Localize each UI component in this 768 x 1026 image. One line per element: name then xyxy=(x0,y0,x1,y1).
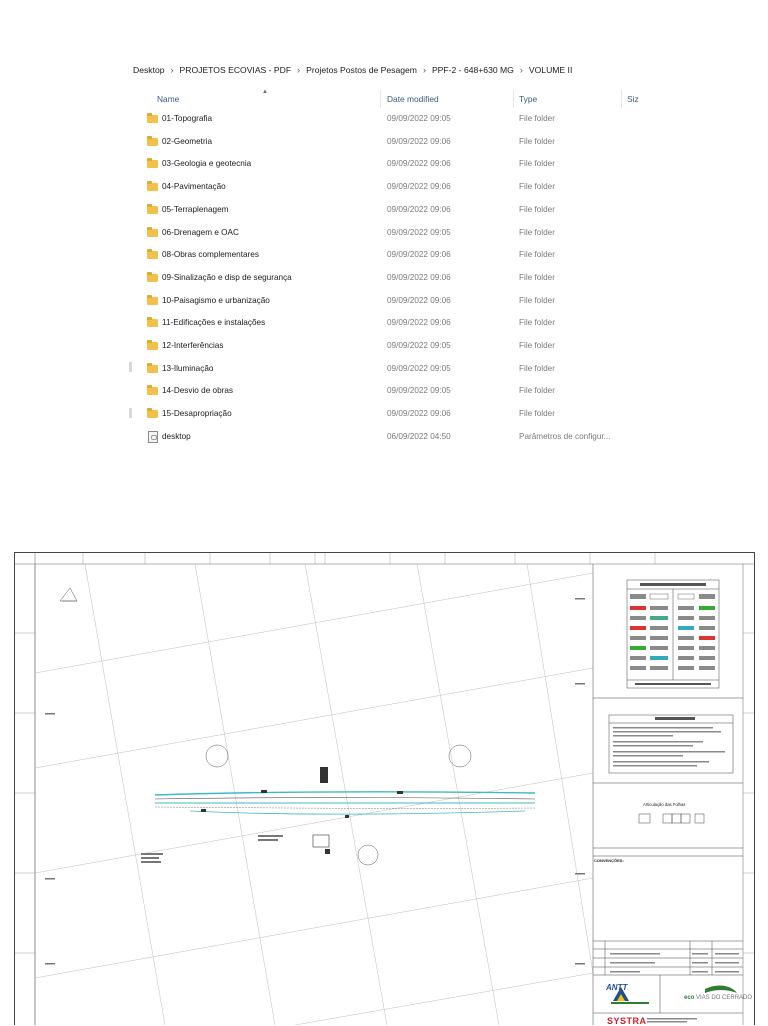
ecovias-logo xyxy=(684,995,752,1001)
folder-icon xyxy=(147,274,158,282)
file-list-item[interactable] xyxy=(130,201,640,219)
date-modified: 09/09/2022 09:06 xyxy=(387,409,451,419)
file-list-item[interactable] xyxy=(130,133,640,151)
file-type: File folder xyxy=(519,182,555,192)
file-type: Parâmetros de configur... xyxy=(519,431,611,441)
date-modified: 09/09/2022 09:05 xyxy=(387,386,451,396)
date-modified: 09/09/2022 09:05 xyxy=(387,363,451,373)
column-header-name[interactable]: Name xyxy=(157,94,180,104)
folder-icon xyxy=(147,319,158,327)
file-list-item[interactable] xyxy=(130,110,640,128)
folder-icon xyxy=(147,342,158,350)
file-type: File folder xyxy=(519,159,555,169)
file-name: 08-Obras complementares xyxy=(162,250,259,260)
file-list-item[interactable] xyxy=(130,269,640,287)
file-list-item[interactable] xyxy=(130,314,640,332)
column-divider[interactable] xyxy=(513,90,514,108)
conventions-label: CONVENÇÕES: xyxy=(594,858,624,863)
sort-ascending-icon: ▲ xyxy=(262,89,268,95)
date-modified: 09/09/2022 09:06 xyxy=(387,250,451,260)
file-type: File folder xyxy=(519,227,555,237)
breadcrumb-item-projetos-ecovias[interactable]: PROJETOS ECOVIAS - PDF xyxy=(179,65,292,75)
column-header-type[interactable]: Type xyxy=(519,94,538,104)
file-list-item[interactable] xyxy=(130,155,640,173)
folder-icon xyxy=(147,251,158,259)
file-name: 05-Terraplenagem xyxy=(162,204,229,214)
breadcrumb-item-volume-ii[interactable]: VOLUME II xyxy=(528,65,573,75)
chevron-right-icon: › xyxy=(170,65,174,75)
file-name: 02-Geometria xyxy=(162,136,213,146)
file-type: File folder xyxy=(519,114,555,123)
folder-icon xyxy=(147,365,158,373)
file-type: File folder xyxy=(519,409,555,419)
date-modified: 09/09/2022 09:05 xyxy=(387,114,451,123)
file-name: 12-Interferências xyxy=(162,341,224,350)
file-list-item[interactable] xyxy=(130,360,640,378)
ecovias-logo-mark: eco xyxy=(684,995,695,1001)
file-list-item[interactable] xyxy=(130,405,640,423)
file-type: File folder xyxy=(519,386,555,396)
file-list-item[interactable] xyxy=(130,337,640,355)
column-divider[interactable] xyxy=(621,90,622,108)
breadcrumb-item-ppf2[interactable]: PPF-2 - 648+630 MG xyxy=(431,65,514,75)
file-name: 14-Desvio de obras xyxy=(162,386,233,396)
ecovias-logo-text: VIAS DO CERRADO xyxy=(696,995,753,1001)
folder-icon xyxy=(147,410,158,418)
settings-file-icon xyxy=(148,431,158,443)
file-list-item[interactable] xyxy=(130,246,640,264)
folder-icon xyxy=(147,160,158,168)
file-name: 15-Desapropriação xyxy=(162,409,232,419)
chevron-right-icon: › xyxy=(297,65,301,75)
engineering-drawing-sheet xyxy=(14,552,755,1025)
breadcrumb xyxy=(133,62,572,78)
file-type: File folder xyxy=(519,204,555,214)
date-modified: 09/09/2022 09:06 xyxy=(387,204,451,214)
antt-logo: ANTT xyxy=(606,983,628,992)
date-modified: 09/09/2022 09:06 xyxy=(387,182,451,192)
column-header-size[interactable]: Siz xyxy=(627,94,639,104)
file-name: 10-Paisagismo e urbanização xyxy=(162,295,270,305)
date-modified: 09/09/2022 09:05 xyxy=(387,341,451,350)
file-name: desktop xyxy=(162,431,191,441)
date-modified: 09/09/2022 09:06 xyxy=(387,136,451,146)
column-header-row xyxy=(130,90,640,108)
file-type: File folder xyxy=(519,363,555,373)
file-type: File folder xyxy=(519,341,555,350)
file-name: 01-Topografia xyxy=(162,114,213,123)
file-name: 06-Drenagem e OAC xyxy=(162,227,239,237)
file-name: 13-Iluminação xyxy=(162,363,214,373)
date-modified: 09/09/2022 09:06 xyxy=(387,318,451,328)
folder-icon xyxy=(147,297,158,305)
file-list-item[interactable] xyxy=(130,428,640,446)
file-list-item[interactable] xyxy=(130,382,640,400)
chevron-right-icon: › xyxy=(519,65,523,75)
folder-icon xyxy=(147,206,158,214)
file-list-item[interactable] xyxy=(130,292,640,310)
file-list-item[interactable] xyxy=(130,224,640,242)
chevron-right-icon: › xyxy=(422,65,426,75)
file-type: File folder xyxy=(519,318,555,328)
date-modified: 09/09/2022 09:06 xyxy=(387,159,451,169)
file-type: File folder xyxy=(519,136,555,146)
folder-icon xyxy=(147,138,158,146)
file-type: File folder xyxy=(519,272,555,282)
file-name: 03-Geologia e geotecnia xyxy=(162,159,252,169)
date-modified: 09/09/2022 09:06 xyxy=(387,295,451,305)
file-type: File folder xyxy=(519,295,555,305)
date-modified: 09/09/2022 09:05 xyxy=(387,227,451,237)
folder-icon xyxy=(147,115,158,123)
file-explorer-window xyxy=(130,52,640,464)
column-divider[interactable] xyxy=(380,90,381,108)
sheet-assignment-label: Articulação das Folhas xyxy=(643,802,686,807)
file-list-item[interactable] xyxy=(130,178,640,196)
file-name: 04-Pavimentação xyxy=(162,182,226,192)
date-modified: 06/09/2022 04:50 xyxy=(387,431,451,441)
systra-logo: SYSTRA xyxy=(607,1016,647,1026)
column-header-date[interactable]: Date modified xyxy=(387,94,439,104)
date-modified: 09/09/2022 09:06 xyxy=(387,272,451,282)
drawing-canvas xyxy=(15,553,754,1025)
file-name: 11-Edificações e instalações xyxy=(162,318,266,328)
breadcrumb-item-projetos-postos[interactable]: Projetos Postos de Pesagem xyxy=(306,65,417,75)
folder-icon xyxy=(147,229,158,237)
breadcrumb-item-desktop[interactable]: Desktop xyxy=(133,65,165,75)
file-name: 09-Sinalização e disp de segurança xyxy=(162,272,292,282)
folder-icon xyxy=(147,387,158,395)
folder-icon xyxy=(147,183,158,191)
file-type: File folder xyxy=(519,250,555,260)
